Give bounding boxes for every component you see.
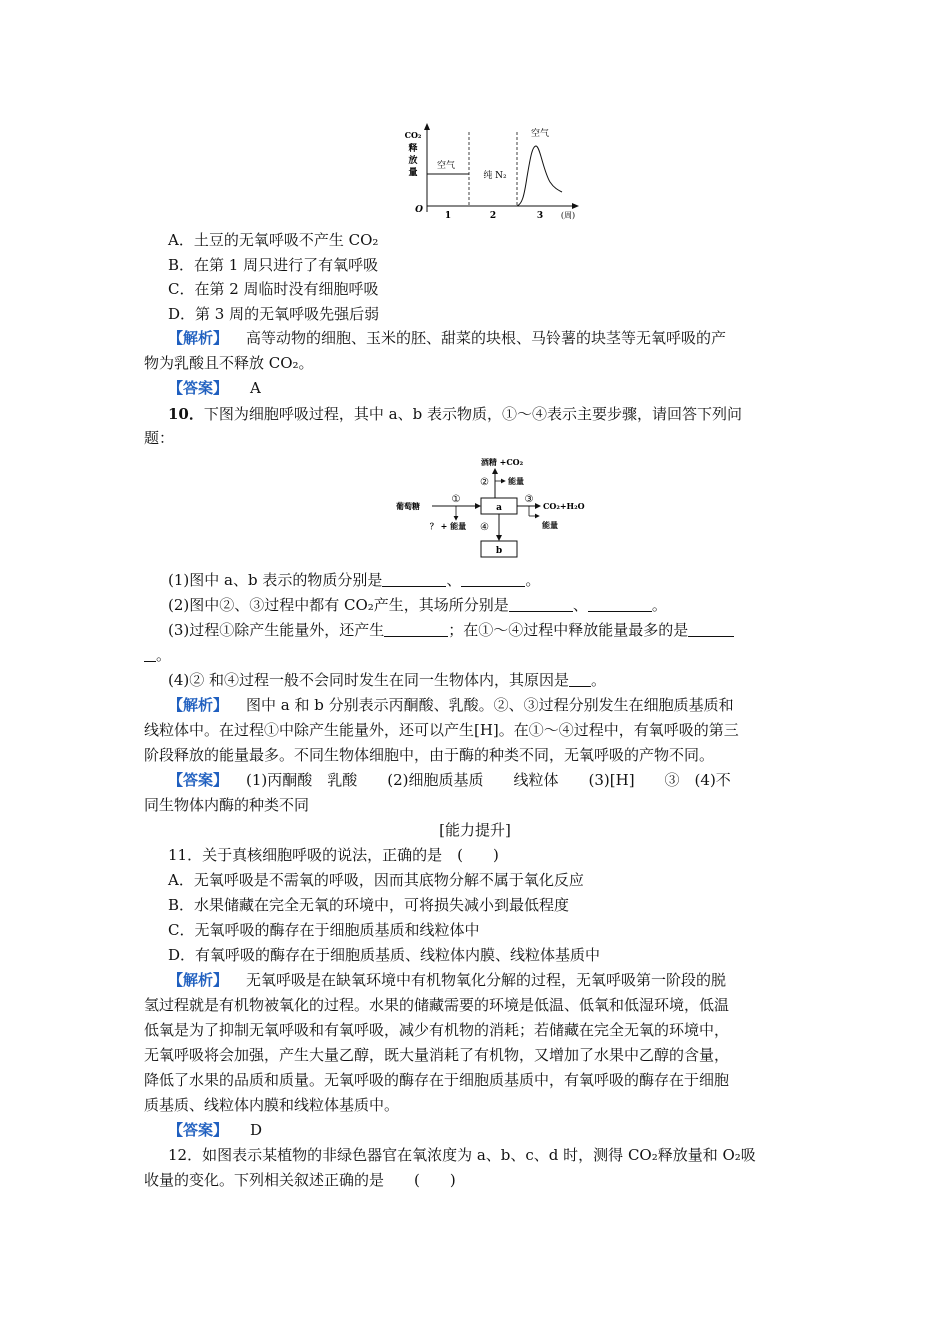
x-axis-arrow (572, 203, 579, 209)
co2-release-figure (400, 122, 586, 222)
q10-analysis-line-3: 阶段释放的能量最多。不同生物体细胞中，由于酶的种类不同，无氧呼吸的产物不同。 (144, 746, 715, 764)
y-label-line-2: 释 (408, 144, 418, 154)
analysis-tag: 【解析】 (168, 971, 229, 989)
step-2-label: ② (480, 477, 489, 488)
q9-analysis-text-1: 高等动物的细胞、玉米的胚、甜菜的块根、马铃薯的块茎等无氧呼吸的产 (246, 329, 727, 347)
q11-answer (168, 1118, 262, 1142)
y-label-line-1: CO₂ (404, 130, 422, 140)
q10-sub-1-text: (1)图中 a、b 表示的物质分别是 (168, 571, 383, 589)
q10-sub-4 (168, 668, 606, 692)
q10-sub-1-sep: 、 (446, 571, 462, 589)
q10-sub-2-end: 。 (651, 596, 667, 614)
q9-option-a: A．土豆的无氧呼吸不产生 CO₂ (168, 231, 379, 249)
origin-label: O (415, 205, 423, 215)
q10-sub-1-end: 。 (525, 571, 541, 589)
analysis-tag: 【解析】 (168, 696, 229, 714)
section-title: [能力提升] (439, 821, 511, 839)
blank-2b (588, 596, 652, 612)
q11-option-a: A．无氧呼吸是不需氧的呼吸，因而其底物分解不属于氧化反应 (168, 871, 584, 889)
q10-analysis-line-1 (168, 693, 734, 717)
q10-sub-3-end: 。 (156, 646, 172, 664)
q9-answer (168, 376, 261, 400)
label-n2: 纯 N₂ (483, 171, 507, 181)
q10-stem-line-2: 题： (144, 429, 175, 447)
q11-analysis-line-2: 氢过程就是有机物被氧化的过程。水果的储藏需要的环境是低温、低氧和低湿环境，低温 (144, 996, 730, 1014)
q11-analysis-line-1 (168, 968, 726, 992)
q10-sub-2-sep: 、 (572, 596, 588, 614)
q11-analysis-text-1: 无氧呼吸是在缺氧环境中有机物氧化分解的过程，无氧呼吸第一阶段的脱 (246, 971, 727, 989)
blank-2a (509, 596, 573, 612)
q10-sub-3-cont (144, 643, 171, 667)
y-label-line-4: 量 (408, 168, 418, 178)
week-3-curve (517, 146, 562, 206)
x-unit: (周) (560, 211, 576, 220)
energy-bottom-label: 能量 (542, 520, 558, 530)
label-air-1: 空气 (436, 161, 456, 171)
blank-4 (569, 671, 591, 687)
glucose-label: 葡萄糖 (396, 501, 420, 511)
q11-analysis-line-3: 低氧是为了抑制无氧呼吸和有氧呼吸，减少有机物的消耗；若储藏在完全无氧的环境中， (144, 1021, 730, 1039)
q11-option-b: B．水果储藏在完全无氧的环境中，可将损失减小到最低程度 (168, 896, 570, 914)
respiration-diagram (392, 452, 598, 560)
q11-option-c: C．无氧呼吸的酶存在于细胞质基质和线粒体中 (168, 921, 480, 939)
x-tick-3: 3 (536, 211, 544, 221)
label-air-2: 空气 (530, 129, 550, 139)
q10-stem-text: 下图为细胞呼吸过程，其中 a、b 表示物质，①～④表示主要步骤，请回答下列问 (203, 405, 742, 423)
q10-sub-4-end: 。 (591, 671, 607, 689)
y-label-line-3: 放 (408, 156, 418, 166)
q12-stem-line-1: 12．如图表示某植物的非绿色器官在氧浓度为 a、b、c、d 时，测得 CO₂释放量和 O₂吸 (168, 1146, 756, 1164)
q9-option-d: D．第 3 周的无氧呼吸先强后弱 (168, 305, 380, 323)
q9-analysis-line-1 (168, 326, 726, 350)
q11-stem: 11．关于真核细胞呼吸的说法，正确的是 ( ) (168, 846, 499, 864)
blank-3b (688, 621, 734, 637)
q10-analysis-text-1: 图中 a 和 b 分别表示丙酮酸、乳酸。②、③过程分别发生在细胞质基质和 (246, 696, 734, 714)
q10-sub-1 (168, 568, 540, 592)
q10-answer-text-1: (1)丙酮酸 乳酸 (2)细胞质基质 线粒体 (3)[H] ③ (4)不 (246, 771, 731, 789)
q10-sub-4-text: (4)② 和④过程一般不会同时发生在同一生物体内，其原因是 (168, 671, 570, 689)
q11-analysis-line-6: 质基质、线粒体内膜和线粒体基质中。 (144, 1096, 400, 1114)
step-3-label: ③ (524, 494, 534, 505)
q9-analysis-line-2: 物为乳酸且不释放 CO₂。 (144, 354, 314, 372)
step-1-label: ① (451, 494, 461, 505)
product-3-label: CO₂+H₂O (543, 501, 585, 511)
blank-1a (382, 571, 446, 587)
q11-analysis-line-5: 降低了水果的品质和质量。无氧呼吸的酶存在于细胞质基质中，有氧呼吸的酶存在于细胞 (144, 1071, 730, 1089)
q9-option-b: B．在第 1 周只进行了有氧呼吸 (168, 256, 379, 274)
answer-tag: 【答案】 (168, 771, 229, 789)
step-4-label: ④ (480, 522, 489, 533)
q10-number: 10． (168, 405, 204, 423)
y-axis-arrow (424, 123, 430, 130)
energy-top-label: 能量 (508, 476, 524, 486)
answer-tag: 【答案】 (168, 1121, 229, 1139)
x-tick-2: 2 (489, 211, 497, 221)
q9-answer-value: A (250, 379, 261, 397)
q10-answer-line-1 (168, 768, 731, 792)
top-product-label: 酒精 +CO₂ (480, 457, 524, 467)
analysis-tag: 【解析】 (168, 329, 229, 347)
unknown-energy-label: ？ + 能量 (429, 521, 467, 531)
q10-stem-line-1 (168, 402, 742, 426)
q12-stem-line-2: 收量的变化。下列相关叙述正确的是 ( ) (144, 1171, 456, 1189)
q10-sub-2 (168, 593, 667, 617)
q11-option-d: D．有氧呼吸的酶存在于细胞质基质、线粒体内膜、线粒体基质中 (168, 946, 601, 964)
box-a-label: a (496, 503, 502, 513)
q10-sub-3-text-b: ；在①～④过程中释放能量最多的是 (448, 621, 689, 639)
q10-sub-2-text: (2)图中②、③过程中都有 CO₂产生，其场所分别是 (168, 596, 509, 614)
q9-option-c: C．在第 2 周临时没有细胞呼吸 (168, 280, 379, 298)
blank-1b (461, 571, 525, 587)
q11-answer-value: D (250, 1121, 263, 1139)
q10-sub-3 (168, 618, 734, 642)
box-b-label: b (495, 546, 503, 556)
q11-analysis-line-4: 无氧呼吸将会加强，产生大量乙醇，既大量消耗了有机物，又增加了水果中乙醇的含量， (144, 1046, 730, 1064)
blank-3c (144, 646, 156, 662)
answer-tag: 【答案】 (168, 379, 229, 397)
x-tick-1: 1 (444, 211, 452, 221)
blank-3a (384, 621, 448, 637)
q10-answer-line-2: 同生物体内酶的种类不同 (144, 796, 310, 814)
q10-sub-3-text-a: (3)过程①除产生能量外，还产生 (168, 621, 385, 639)
q10-analysis-line-2: 线粒体中。在过程①中除产生能量外，还可以产生[H]。在①～④过程中，有氧呼吸的第三 (144, 721, 739, 739)
